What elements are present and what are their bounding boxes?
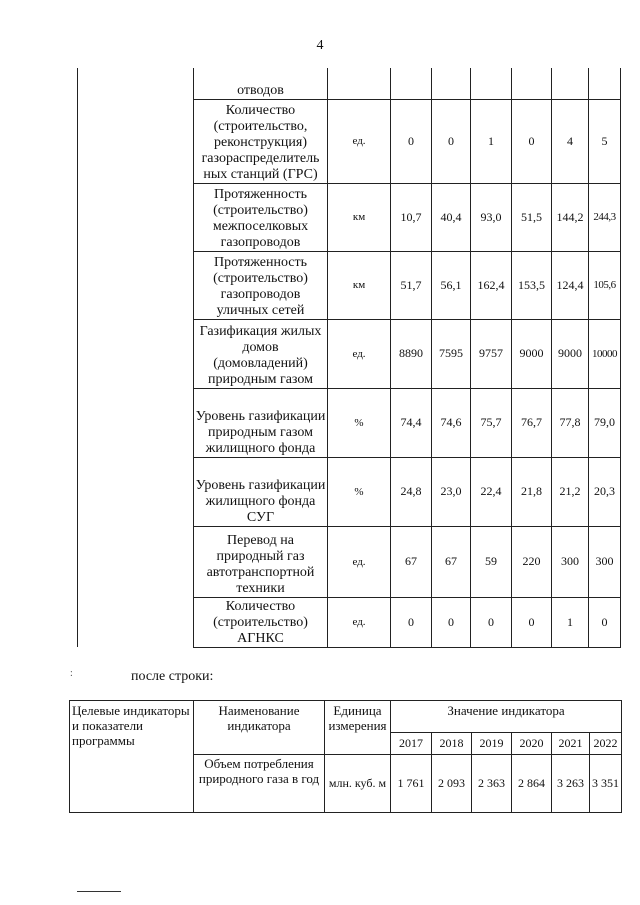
value-cell: 76,7 — [512, 388, 552, 457]
table-row — [78, 526, 621, 597]
value-cell: 244,3 — [589, 183, 621, 251]
value-cell — [432, 68, 471, 99]
indicator-name: Газификация жилых домов (домовладений) природным газом — [194, 319, 328, 388]
value-cell: 10,7 — [391, 183, 432, 251]
value-cell: 0 — [391, 99, 432, 183]
value-cell: 74,6 — [432, 388, 471, 457]
page-number: 4 — [316, 38, 324, 53]
empty-cell — [78, 388, 194, 457]
value-cell: 0 — [391, 597, 432, 647]
unit-cell: млн. куб. м — [325, 755, 391, 813]
indicator-name: отводов — [194, 68, 328, 99]
unit-cell: ед. — [328, 526, 391, 597]
value-cell: 1 — [471, 99, 512, 183]
unit-cell: % — [328, 457, 391, 526]
indicator-name: Протяженность (строительство) межпоселковых газопроводов — [194, 183, 328, 251]
unit-cell: ед. — [328, 99, 391, 183]
year-header: 2020 — [512, 733, 552, 755]
value-cell: 0 — [432, 99, 471, 183]
year-header: 2017 — [391, 733, 432, 755]
value-cell: 4 — [552, 99, 589, 183]
value-cell: 220 — [512, 526, 552, 597]
empty-cell — [78, 183, 194, 251]
value-cell: 0 — [589, 597, 621, 647]
value-cell: 9000 — [512, 319, 552, 388]
value-cell: 7595 — [432, 319, 471, 388]
value-cell: 10000 — [589, 319, 621, 388]
table-row — [78, 183, 621, 251]
header-row — [70, 701, 622, 733]
value-cell — [589, 68, 621, 99]
value-cell: 59 — [471, 526, 512, 597]
value-cell: 74,4 — [391, 388, 432, 457]
empty-cell — [78, 251, 194, 319]
value-cell: 24,8 — [391, 457, 432, 526]
value-cell: 51,7 — [391, 251, 432, 319]
value-cell: 21,2 — [552, 457, 589, 526]
empty-cell — [78, 457, 194, 526]
table-row — [78, 251, 621, 319]
indicator-name: Уровень газификации природным газом жилищного фонда — [194, 388, 328, 457]
margin-mark: : — [70, 668, 73, 679]
unit-cell: км — [328, 183, 391, 251]
indicator-name: Количество (строительство) АГНКС — [194, 597, 328, 647]
indicators-table-continued — [77, 68, 621, 648]
value-cell: 300 — [552, 526, 589, 597]
value-cell: 0 — [432, 597, 471, 647]
year-header: 2018 — [432, 733, 472, 755]
value-cell: 56,1 — [432, 251, 471, 319]
value-cell: 67 — [391, 526, 432, 597]
value-cell: 300 — [589, 526, 621, 597]
year-header: 2021 — [552, 733, 590, 755]
unit-cell: ед. — [328, 319, 391, 388]
value-cell: 75,7 — [471, 388, 512, 457]
value-cell: 0 — [471, 597, 512, 647]
target-indicators-label: Целевые индикаторы и показатели программы — [70, 701, 194, 813]
table-row — [78, 68, 621, 99]
value-cell: 1 761 — [391, 755, 432, 813]
indicator-name: Протяженность (строительство) газопроводов уличных сетей — [194, 251, 328, 319]
value-cell: 1 — [552, 597, 589, 647]
value-cell: 67 — [432, 526, 471, 597]
value-cell — [512, 68, 552, 99]
table-row — [78, 388, 621, 457]
value-cell: 3 263 — [552, 755, 590, 813]
table-row — [78, 597, 621, 647]
value-cell: 2 363 — [472, 755, 512, 813]
empty-cell — [78, 597, 194, 647]
indicator-name: Количество (строительство, реконструкция) газораспределитель ных станций (ГРС) — [194, 99, 328, 183]
value-cell: 162,4 — [471, 251, 512, 319]
indicators-table-new — [69, 700, 622, 813]
values-header: Значение индикатора — [391, 701, 622, 733]
value-cell: 105,6 — [589, 251, 621, 319]
unit-cell: % — [328, 388, 391, 457]
value-cell: 51,5 — [512, 183, 552, 251]
value-cell: 23,0 — [432, 457, 471, 526]
table-row — [78, 457, 621, 526]
footer-rule — [77, 891, 121, 892]
unit-cell: км — [328, 251, 391, 319]
value-cell: 3 351 — [590, 755, 622, 813]
indicator-name: Уровень газификации жилищного фонда СУГ — [194, 457, 328, 526]
indicator-name: Объем потребления природного газа в год — [194, 755, 325, 813]
value-cell: 79,0 — [589, 388, 621, 457]
unit-header: Единица измерения — [325, 701, 391, 755]
year-header: 2022 — [590, 733, 622, 755]
value-cell — [471, 68, 512, 99]
value-cell: 22,4 — [471, 457, 512, 526]
value-cell: 8890 — [391, 319, 432, 388]
value-cell: 40,4 — [432, 183, 471, 251]
value-cell: 2 864 — [512, 755, 552, 813]
after-line-text: после строки: — [131, 669, 214, 684]
value-cell: 0 — [512, 99, 552, 183]
value-cell: 0 — [512, 597, 552, 647]
value-cell: 21,8 — [512, 457, 552, 526]
table-row — [78, 319, 621, 388]
value-cell: 20,3 — [589, 457, 621, 526]
value-cell — [391, 68, 432, 99]
year-header: 2019 — [472, 733, 512, 755]
value-cell: 2 093 — [432, 755, 472, 813]
indicator-name-header: Наименование индикатора — [194, 701, 325, 755]
empty-cell — [78, 319, 194, 388]
value-cell: 124,4 — [552, 251, 589, 319]
empty-cell — [78, 526, 194, 597]
indicator-name: Перевод на природный газ автотранспортной техники — [194, 526, 328, 597]
unit-cell — [328, 68, 391, 99]
unit-cell: ед. — [328, 597, 391, 647]
value-cell: 5 — [589, 99, 621, 183]
value-cell: 77,8 — [552, 388, 589, 457]
value-cell: 144,2 — [552, 183, 589, 251]
value-cell: 153,5 — [512, 251, 552, 319]
table-row — [78, 99, 621, 183]
value-cell — [552, 68, 589, 99]
value-cell: 9000 — [552, 319, 589, 388]
empty-cell — [78, 99, 194, 183]
value-cell: 93,0 — [471, 183, 512, 251]
value-cell: 9757 — [471, 319, 512, 388]
empty-cell — [78, 68, 194, 99]
